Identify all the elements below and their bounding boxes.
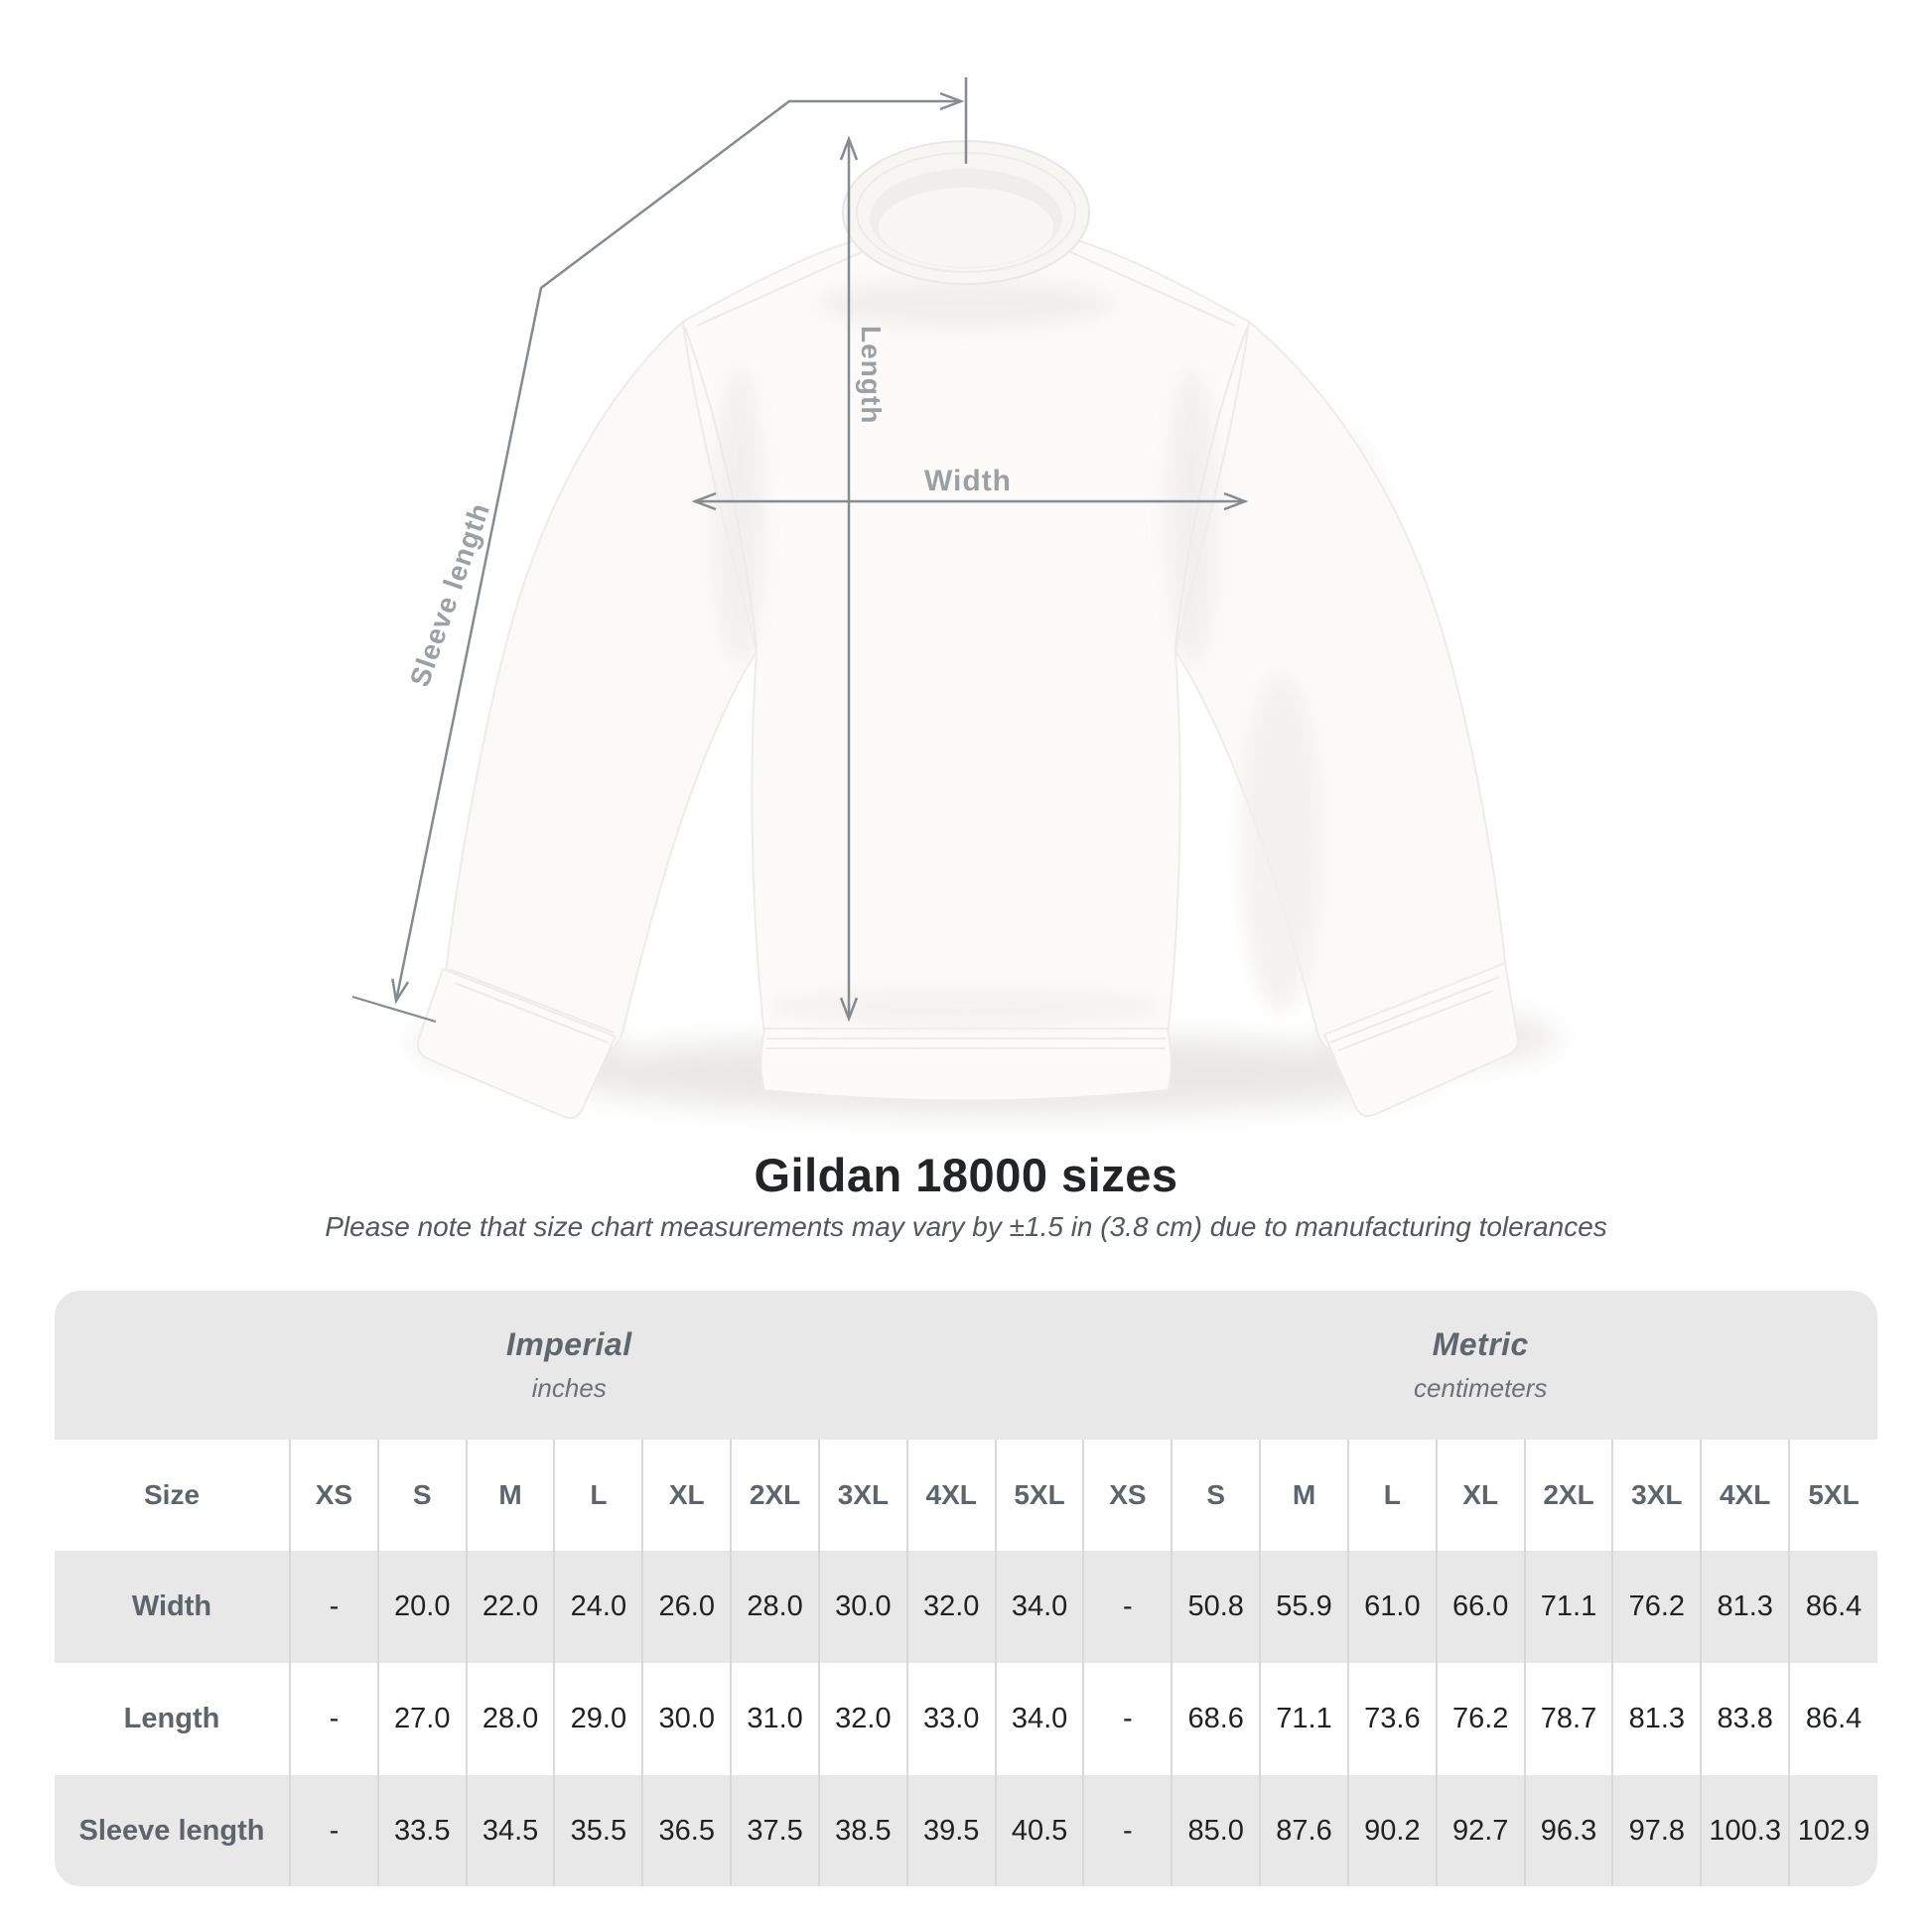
size-header-row bbox=[55, 1440, 1877, 1551]
value-cell: 30.0 bbox=[819, 1551, 907, 1663]
value-cell: 76.2 bbox=[1437, 1663, 1525, 1775]
value-cell: 28.0 bbox=[467, 1663, 555, 1775]
value-cell: 81.3 bbox=[1701, 1551, 1789, 1663]
value-cell: 30.0 bbox=[642, 1663, 731, 1775]
value-cell: 29.0 bbox=[554, 1663, 642, 1775]
value-cell: 96.3 bbox=[1525, 1775, 1613, 1886]
size-col-header: 2XL bbox=[731, 1440, 819, 1551]
row-label: Sleeve length bbox=[55, 1775, 290, 1886]
value-cell: 100.3 bbox=[1701, 1775, 1789, 1886]
value-cell: 32.0 bbox=[907, 1551, 996, 1663]
table-row-width bbox=[55, 1551, 1877, 1663]
tolerance-note: Please note that size chart measurements may vary by ±1.5 in (3.8 cm) due to manufacturing tolerances bbox=[325, 1211, 1607, 1242]
value-cell: 35.5 bbox=[554, 1775, 642, 1886]
value-cell: - bbox=[290, 1551, 378, 1663]
unit-group-row bbox=[55, 1291, 1877, 1440]
value-cell: 71.1 bbox=[1260, 1663, 1348, 1775]
value-cell: 92.7 bbox=[1437, 1775, 1525, 1886]
size-col-header: XL bbox=[1437, 1440, 1525, 1551]
value-cell: 81.3 bbox=[1612, 1663, 1701, 1775]
value-cell: 33.0 bbox=[907, 1663, 996, 1775]
sweatshirt-graphic bbox=[418, 141, 1518, 1118]
unit-group-metric bbox=[1083, 1291, 1877, 1440]
value-cell: - bbox=[1083, 1663, 1172, 1775]
value-cell: - bbox=[1083, 1775, 1172, 1886]
value-cell: 20.0 bbox=[378, 1551, 467, 1663]
value-cell: 86.4 bbox=[1789, 1663, 1877, 1775]
size-col-header: S bbox=[378, 1440, 467, 1551]
size-col-header: 5XL bbox=[1789, 1440, 1877, 1551]
value-cell: 34.0 bbox=[996, 1663, 1084, 1775]
size-col-header: L bbox=[554, 1440, 642, 1551]
table-row-sleeve-length bbox=[55, 1775, 1877, 1886]
value-cell: 78.7 bbox=[1525, 1663, 1613, 1775]
size-col-header: XL bbox=[642, 1440, 731, 1551]
value-cell: 39.5 bbox=[907, 1775, 996, 1886]
value-cell: 38.5 bbox=[819, 1775, 907, 1886]
table-row-length bbox=[55, 1663, 1877, 1775]
size-col-header: XS bbox=[290, 1440, 378, 1551]
value-cell: - bbox=[1083, 1551, 1172, 1663]
value-cell: 34.5 bbox=[467, 1775, 555, 1886]
size-col-header: 5XL bbox=[996, 1440, 1084, 1551]
sleeve-end-bar bbox=[352, 997, 436, 1022]
value-cell: 27.0 bbox=[378, 1663, 467, 1775]
value-cell: 76.2 bbox=[1612, 1551, 1701, 1663]
size-col-header: M bbox=[1260, 1440, 1348, 1551]
value-cell: 36.5 bbox=[642, 1775, 731, 1886]
value-cell: 83.8 bbox=[1701, 1663, 1789, 1775]
value-cell: 28.0 bbox=[731, 1551, 819, 1663]
value-cell: 66.0 bbox=[1437, 1551, 1525, 1663]
size-col-header: 3XL bbox=[819, 1440, 907, 1551]
size-col-header: 4XL bbox=[907, 1440, 996, 1551]
imperial-label: Imperial bbox=[505, 1326, 632, 1362]
sleeve-length-label: Sleeve length bbox=[403, 498, 496, 691]
value-cell: 34.0 bbox=[996, 1551, 1084, 1663]
page-title: Gildan 18000 sizes bbox=[754, 1149, 1178, 1201]
value-cell: 68.6 bbox=[1172, 1663, 1260, 1775]
size-col-header: 2XL bbox=[1525, 1440, 1613, 1551]
length-label: Length bbox=[856, 326, 887, 425]
value-cell: 87.6 bbox=[1260, 1775, 1348, 1886]
row-label: Width bbox=[55, 1551, 290, 1663]
value-cell: 32.0 bbox=[819, 1663, 907, 1775]
size-table bbox=[55, 1291, 1877, 1886]
size-corner-label: Size bbox=[55, 1440, 290, 1551]
size-col-header: S bbox=[1172, 1440, 1260, 1551]
metric-label: Metric bbox=[1432, 1326, 1529, 1362]
value-cell: 97.8 bbox=[1612, 1775, 1701, 1886]
value-cell: - bbox=[290, 1663, 378, 1775]
value-cell: 22.0 bbox=[467, 1551, 555, 1663]
value-cell: 50.8 bbox=[1172, 1551, 1260, 1663]
imperial-unit: inches bbox=[531, 1373, 607, 1403]
value-cell: 85.0 bbox=[1172, 1775, 1260, 1886]
value-cell: - bbox=[290, 1775, 378, 1886]
value-cell: 55.9 bbox=[1260, 1551, 1348, 1663]
value-cell: 61.0 bbox=[1348, 1551, 1437, 1663]
value-cell: 31.0 bbox=[731, 1663, 819, 1775]
row-label: Length bbox=[55, 1663, 290, 1775]
value-cell: 37.5 bbox=[731, 1775, 819, 1886]
size-col-header: 4XL bbox=[1701, 1440, 1789, 1551]
value-cell: 24.0 bbox=[554, 1551, 642, 1663]
size-col-header: M bbox=[467, 1440, 555, 1551]
value-cell: 26.0 bbox=[642, 1551, 731, 1663]
unit-group-imperial bbox=[55, 1291, 1083, 1440]
value-cell: 102.9 bbox=[1789, 1775, 1877, 1886]
value-cell: 90.2 bbox=[1348, 1775, 1437, 1886]
value-cell: 86.4 bbox=[1789, 1551, 1877, 1663]
size-col-header: 3XL bbox=[1612, 1440, 1701, 1551]
value-cell: 33.5 bbox=[378, 1775, 467, 1886]
size-col-header: L bbox=[1348, 1440, 1437, 1551]
value-cell: 71.1 bbox=[1525, 1551, 1613, 1663]
value-cell: 73.6 bbox=[1348, 1663, 1437, 1775]
metric-unit: centimeters bbox=[1414, 1373, 1548, 1403]
value-cell: 40.5 bbox=[996, 1775, 1084, 1886]
width-label: Width bbox=[923, 465, 1013, 497]
size-col-header: XS bbox=[1083, 1440, 1172, 1551]
